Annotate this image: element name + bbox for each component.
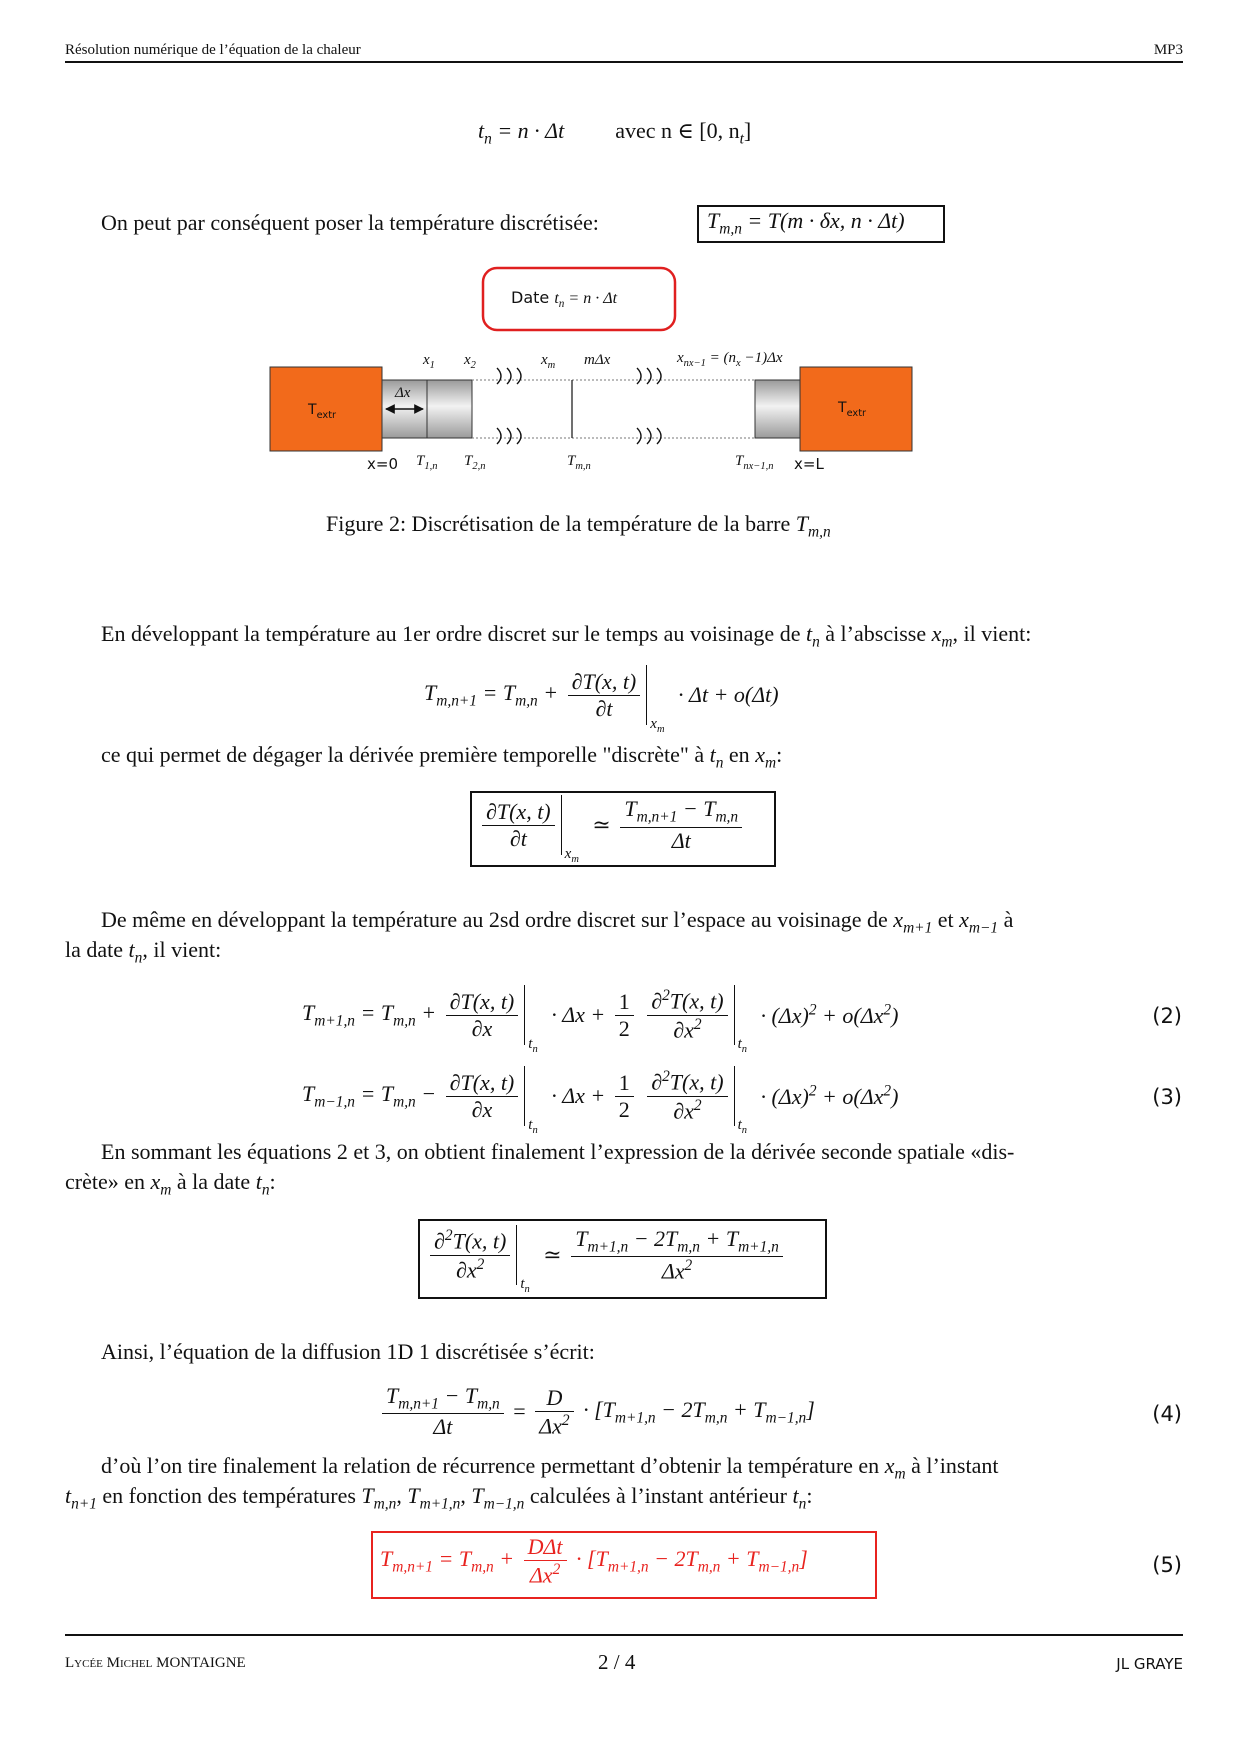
eq-5-number: (5) bbox=[1152, 1553, 1182, 1577]
footer-page: 2 / 4 bbox=[598, 1650, 636, 1674]
figure-caption: Figure 2: Discrétisation de la température de la barre $T_{m,n}$ bbox=[326, 511, 831, 541]
Tm-label: $T_{m,n}$ bbox=[567, 453, 591, 472]
xL-label: x=L bbox=[794, 455, 824, 473]
eq-time: $t_n = n \cdot \Delta t$ avec n ∈ [0, $n_t$] bbox=[478, 118, 752, 148]
mdx-label: mΔx bbox=[584, 352, 611, 368]
paragraph-recurrence: d’où l’on tire finalement la relation de récurrence permettant d’obtenir la température en $x_m$ à l’instant bbox=[101, 1453, 999, 1483]
eq-3: $T_{m-1,n} = T_{m,n}$ − $\frac{\partial T(x, t)}{\partial x}$ $t_n \cdot \Delta x$ + $\frac{1}{2}$ $\frac{\partial^2T(x, t)}{\partial x^2}$ $t_n \cdot (\Delta x)^2 + o(\Delta x^2)$ bbox=[302, 1066, 898, 1136]
break-symbols bbox=[497, 368, 661, 444]
T1-label: $T_{1,n}$ bbox=[416, 453, 438, 472]
textr-left-label: $T_{extr}$ bbox=[308, 402, 337, 421]
T2-label: $T_{2,n}$ bbox=[464, 453, 486, 472]
paragraph-taylor-space: De même en développant la température au 2sd ordre discret sur l’espace au voisinage de $x_{m+1}$ et $x_{m-1}$ à bbox=[101, 907, 1014, 937]
eq-5: $T_{m,n+1} = T_{m,n}$ + $\frac{\text{DΔt}}{\Delta x^2}$ · $[T_{m+1,n} - 2T_{m,n} + T_{m-1,n}]$ bbox=[380, 1534, 808, 1588]
cell-n bbox=[755, 380, 800, 438]
xnx-label: $x_{nx-1} = (n_x -1)\Delta x$ bbox=[677, 350, 783, 369]
header-title: Résolution numérique de l’équation de la chaleur bbox=[65, 42, 361, 58]
paragraph-taylor-space-cont: la date $t_n$, il vient: bbox=[65, 937, 222, 967]
boxed-definition-text: $T_{m,n} = T(m \cdot \delta x$, n · Δt) bbox=[707, 208, 905, 238]
x1-label: $x_1$ bbox=[423, 352, 435, 371]
eq-2: $T_{m+1,n} = T_{m,n}$ + $\frac{\partial T(x, t)}{\partial x}$ $t_n \cdot \Delta x$ + $\frac{1}{2}$ $\frac{\partial^2T(x, t)}{\partial x^2}$ $t_n \cdot (\Delta x)^2 + o(\Delta x^2)$ bbox=[302, 985, 898, 1055]
textr-right-label: $T_{extr}$ bbox=[838, 400, 867, 419]
footer-rule bbox=[65, 1634, 1183, 1636]
eq-2-number: (2) bbox=[1152, 1004, 1182, 1028]
footer-author: JL GRAYE bbox=[1116, 1655, 1183, 1673]
paragraph-sum-cont: crète» en $x_m$ à la date $t_n$: bbox=[65, 1169, 276, 1199]
eq-taylor-time: $T_{m,n+1} = T_{m,n}$ + $\frac{\partial T(x, t)}{\partial t}$ $x_m \cdot \Delta t + o(\Delta t)$ bbox=[424, 665, 779, 735]
paragraph-first-derivative: ce qui permet de dégager la dérivée première temporelle "discrète" à $t_n$ en $x_m$: bbox=[101, 742, 783, 772]
Tn-label: $T_{nx-1,n}$ bbox=[735, 453, 774, 472]
cell-2 bbox=[427, 380, 472, 438]
x0-label: x=0 bbox=[367, 455, 398, 473]
paragraph-diffusion: Ainsi, l’équation de la diffusion 1D 1 discrétisée s’écrit: bbox=[101, 1339, 595, 1364]
eq-space-derivative: $\frac{\partial^2T(x, t)}{\partial x^2}$ $t_n$ ≃ $\frac{T_{m+1,n} - 2T_{m,n} + T_{m+1,n}}{\Delta x^2}$ bbox=[426, 1225, 787, 1295]
dx-label: Δx bbox=[395, 385, 411, 401]
eq-time-derivative: $\frac{\partial T(x, t)}{\partial t}$ $x_m$ ≃ $\frac{T_{m,n+1} - T_{m,n}}{\Delta t}$ bbox=[478, 795, 746, 865]
x2-label: $x_2$ bbox=[464, 352, 476, 371]
paragraph-temp-discretized: On peut par conséquent poser la température discrétisée: bbox=[101, 210, 599, 235]
eq-3-number: (3) bbox=[1152, 1085, 1182, 1109]
paragraph-taylor-time: En développant la température au 1er ordre discret sur le temps au voisinage de $t_n$ à l’abscisse $x_m$, il vient: bbox=[101, 621, 1032, 651]
date-label: Date $t_n = n \cdot \Delta t$ bbox=[511, 288, 618, 311]
header-rule bbox=[65, 61, 1183, 63]
footer-school: Lycée Michel MONTAIGNE bbox=[65, 1655, 246, 1671]
xm-label: $x_m$ bbox=[541, 352, 556, 371]
paragraph-recurrence-cont: $t_{n+1}$ en fonction des températures $T_{m,n}$, $T_{m+1,n}$, $T_{m-1,n}$ calculées à l’instant antérieur $t_n$: bbox=[65, 1483, 813, 1513]
eq-4: $\frac{T_{m,n+1} - T_{m,n}}{\Delta t}$ = $\frac{D}{\Delta x^2}$ · $[T_{m+1,n} - 2T_{m,n} + T_{m-1,n}]$ bbox=[378, 1383, 815, 1440]
paragraph-sum: En sommant les équations 2 et 3, on obtient finalement l’expression de la dérivée seconde spatiale «dis- bbox=[101, 1139, 1015, 1164]
header-class: MP3 bbox=[1153, 42, 1183, 58]
eq-4-number: (4) bbox=[1152, 1402, 1182, 1426]
